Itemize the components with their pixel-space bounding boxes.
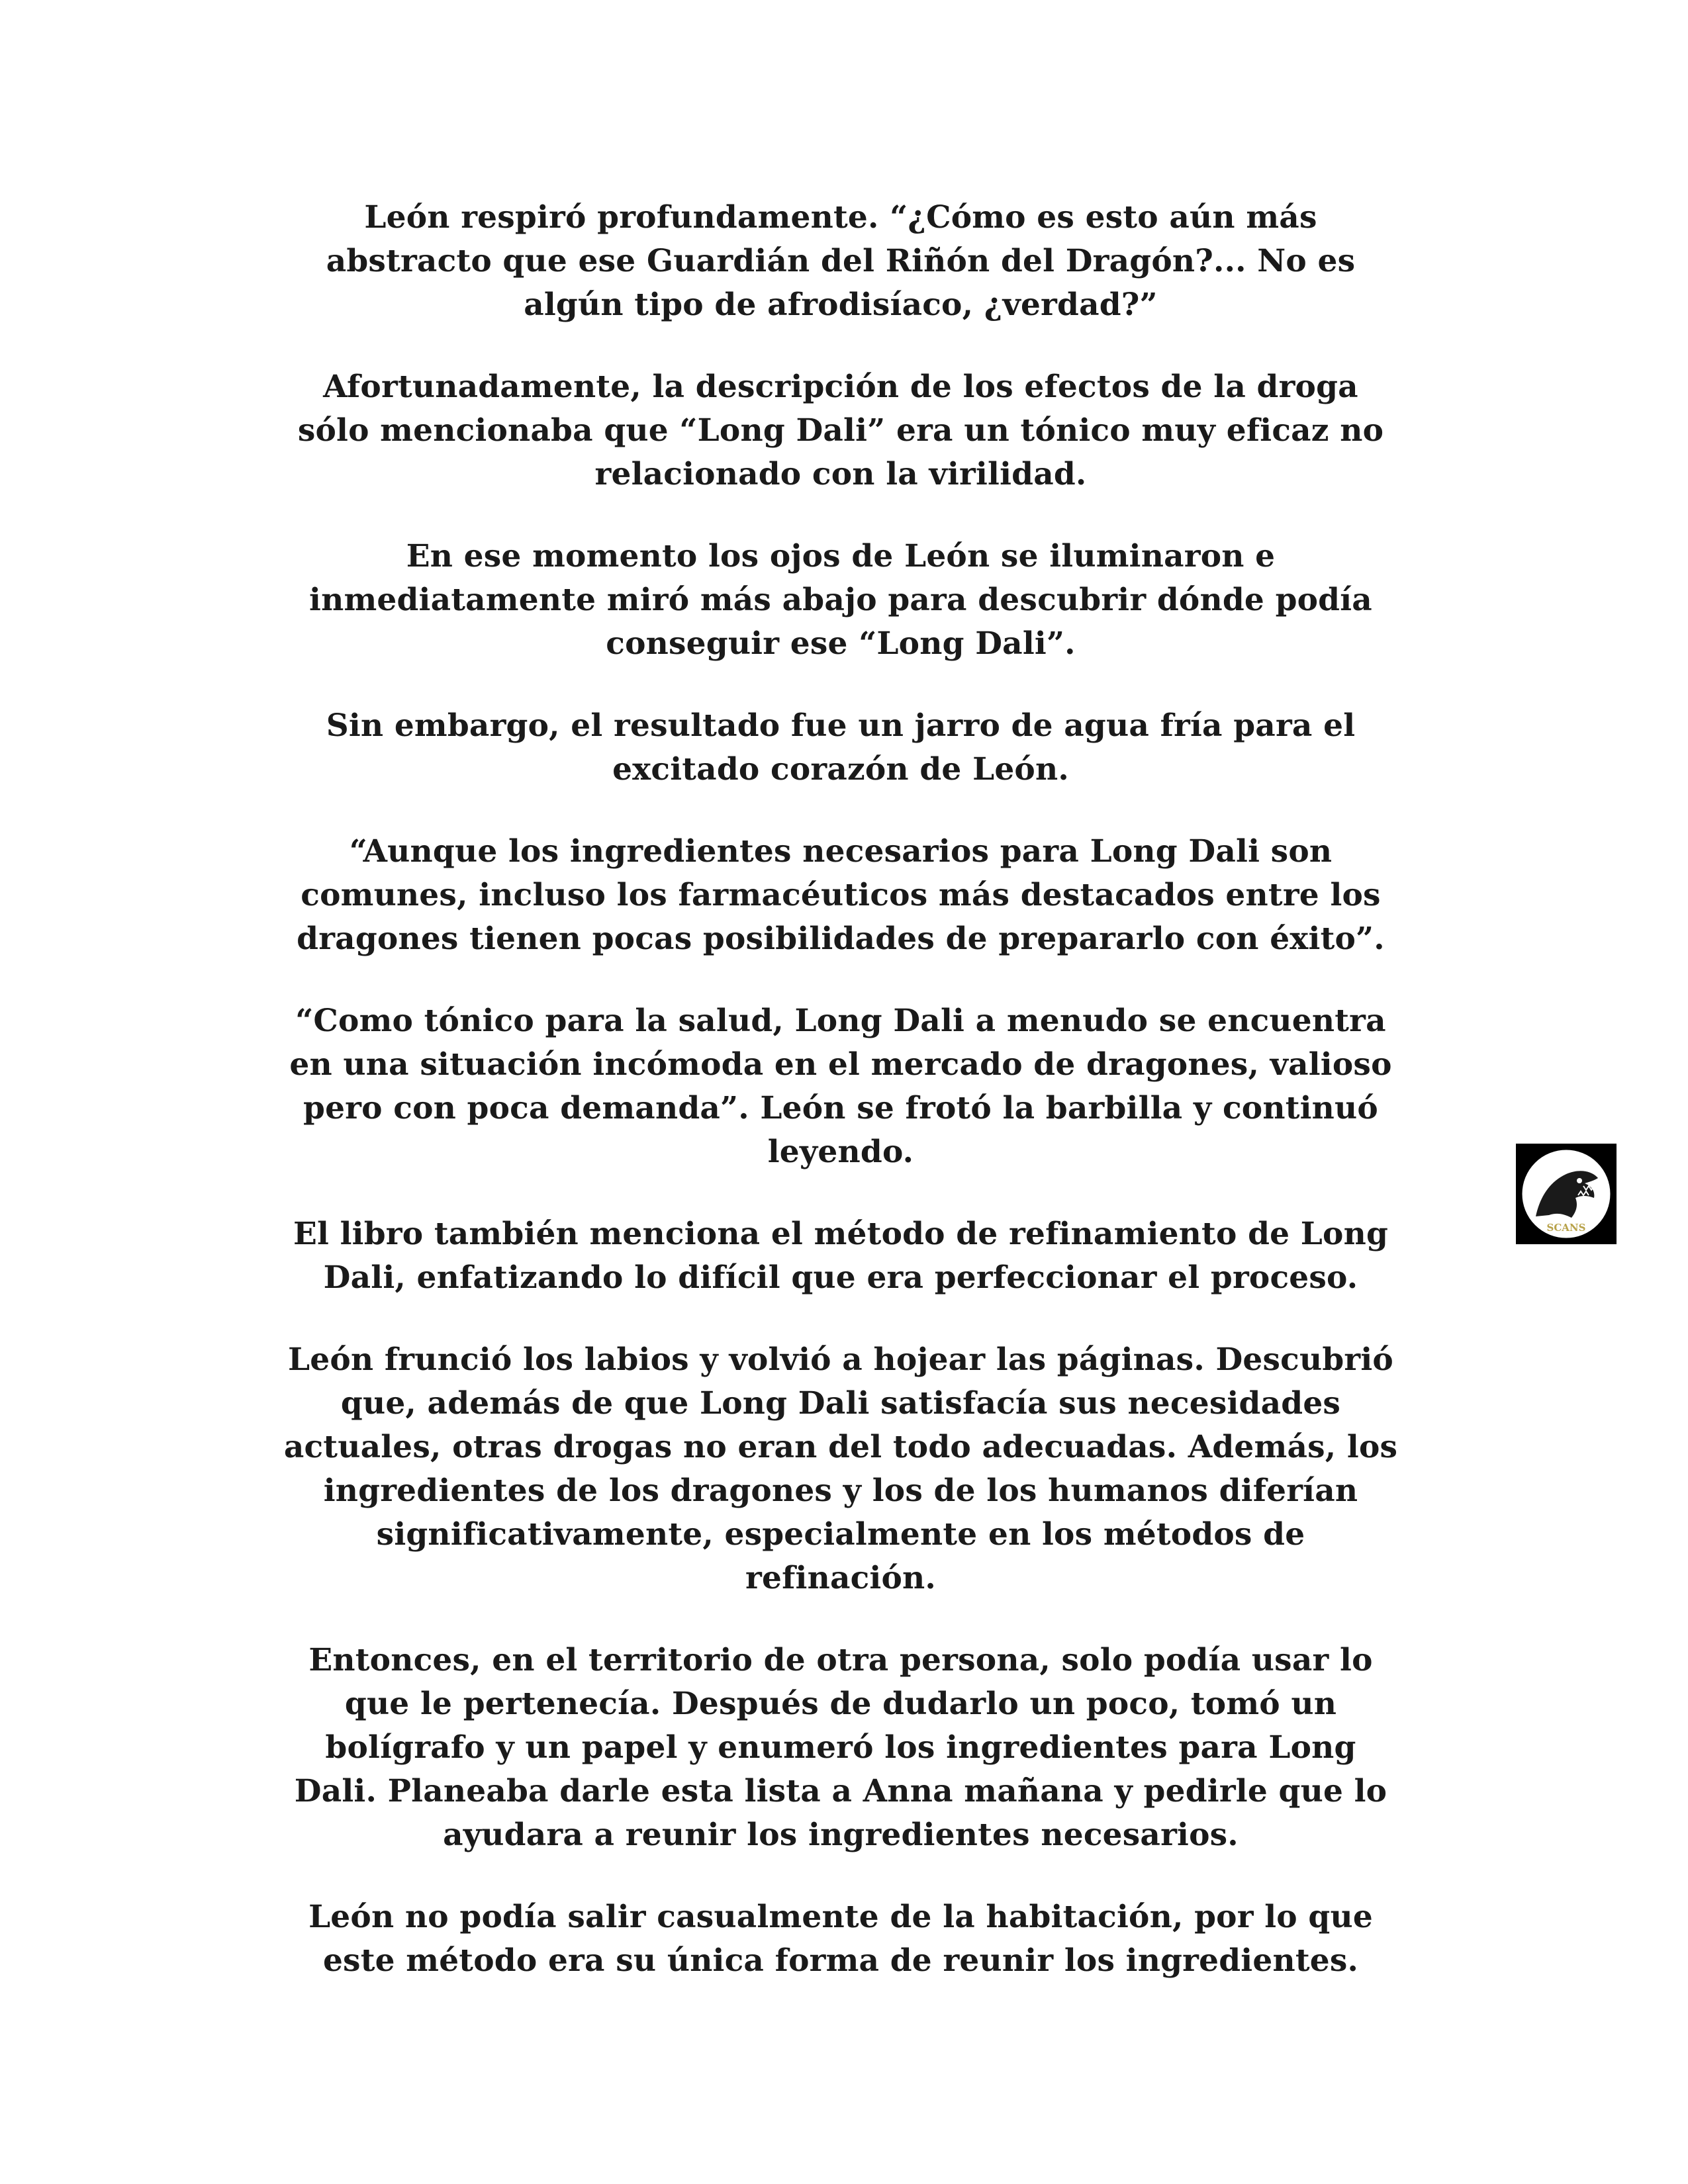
logo-text: SCANS <box>1546 1222 1586 1234</box>
paragraph-6: “Como tónico para la salud, Long Dali a menudo se encuentra en una situación incómoda en el mercado de dragones, valioso pero con poca demanda”. León se frotó la barbilla y continuó leyendo. <box>289 1003 1392 1170</box>
paragraph-5: “Aunque los ingredientes necesarios para Long Dali son comunes, incluso los farmacéuticos más destacados entre los dragones tienen pocas posibilidades de prepararlo con éxito”. <box>297 833 1385 957</box>
paragraph-10: León no podía salir casualmente de la habitación, por lo que este método era su única forma de reunir los ingredientes. <box>308 1899 1373 1979</box>
document-body <box>225 196 1456 2021</box>
paragraph-7: El libro también menciona el método de refinamiento de Long Dali, enfatizando lo difícil que era perfeccionar el proceso. <box>293 1216 1389 1296</box>
paragraph-8: León frunció los labios y volvió a hojear las páginas. Descubrió que, además de que Long Dali satisfacía sus necesidades actuales, otras drogas no eran del todo adecuadas. Además, los ingredientes de los dragones y los de los humanos diferían significativamente, especialmente en los métodos de refinación. <box>283 1342 1398 1596</box>
paragraph-2: Afortunadamente, la descripción de los efectos de la droga sólo mencionaba que “Long Dali” era un tónico muy eficaz no relacionado con la virilidad. <box>297 369 1384 492</box>
paragraph-3: En ese momento los ojos de León se iluminaron e inmediatamente miró más abajo para descubrir dónde podía conseguir ese “Long Dali”. <box>309 538 1372 662</box>
dinosaur-logo-icon <box>1517 1145 1615 1243</box>
paragraph-1: León respiró profundamente. “¿Cómo es esto aún más abstracto que ese Guardián del Riñón del Dragón?... No es algún tipo de afrodisíaco, ¿verdad?” <box>326 199 1356 323</box>
scanlation-logo <box>1516 1144 1617 1244</box>
paragraph-9: Entonces, en el territorio de otra persona, solo podía usar lo que le pertenecía. Después de dudarlo un poco, tomó un bolígrafo y un papel y enumeró los ingredientes para Long Dali. Planeaba darle esta lista a Anna mañana y pedirle que lo ayudara a reunir los ingredientes necesarios. <box>294 1642 1387 1853</box>
paragraph-4: Sin embargo, el resultado fue un jarro de agua fría para el excitado corazón de León. <box>326 707 1356 788</box>
